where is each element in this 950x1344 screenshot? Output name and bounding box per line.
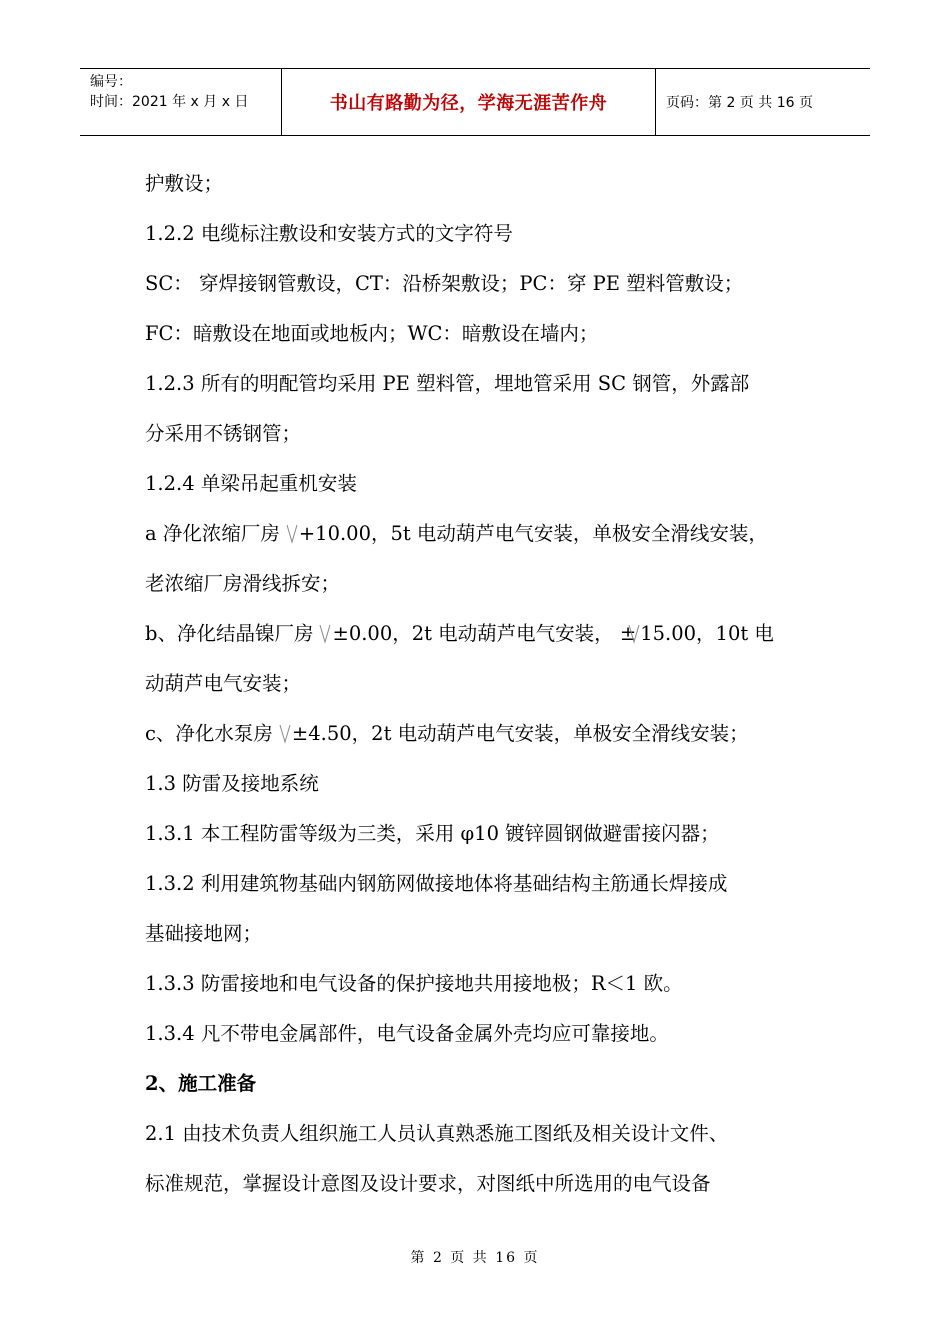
header-motto: 书山有路勤为径，学海无涯苦作舟 <box>329 93 608 114</box>
page-footer <box>0 1247 950 1267</box>
body-text: ±0.00，2t 电动葫芦电气安装， ± <box>332 622 637 645</box>
body-line <box>145 716 825 766</box>
section-heading-1-3: 1.3 防雷及接地系统 <box>145 772 319 795</box>
body-line: 基础接地网； <box>145 922 263 945</box>
elevation-marker-icon <box>628 622 640 644</box>
elevation-marker-icon <box>279 722 291 744</box>
body-text: 15.00，10t 电 <box>640 622 774 645</box>
body-text: b、净化结晶镍厂房 <box>145 622 314 645</box>
body-line: 1.2.3 所有的明配管均采用 PE 塑料管，埋地管采用 SC 钢管，外露部 <box>145 372 750 395</box>
body-line <box>145 616 825 666</box>
document-number-label: 编号： <box>90 74 132 90</box>
body-text: +10.00，5t 电动葫芦电气安装，单极安全滑线安装， <box>298 522 768 545</box>
section-heading-1-2-4: 1.2.4 单梁吊起重机安装 <box>145 472 357 495</box>
body-line: 2.1 由技术负责人组织施工人员认真熟悉施工图纸及相关设计文件、 <box>145 1122 729 1145</box>
section-heading-1-2-2: 1.2.2 电缆标注敷设和安装方式的文字符号 <box>145 222 513 245</box>
page-header <box>80 68 870 136</box>
body-line: 老浓缩厂房滑线拆安； <box>145 572 341 595</box>
body-line: SC： 穿焊接钢管敷设，CT：沿桥架敷设；PC：穿 PE 塑料管敷设； <box>145 272 744 295</box>
header-page-label: 页码：第 2 页 共 16 页 <box>666 95 813 111</box>
body-text: ±4.50，2t 电动葫芦电气安装，单极安全滑线安装； <box>291 722 749 745</box>
body-line: 1.3.4 凡不带电金属部件，电气设备金属外壳均应可靠接地。 <box>145 1022 669 1045</box>
body-line: 分采用不锈钢管； <box>145 422 302 445</box>
body-line: 标准规范，掌握设计意图及设计要求，对图纸中所选用的电气设备 <box>145 1172 711 1195</box>
footer-page-number: 第 2 页 共 16 页 <box>410 1250 540 1266</box>
elevation-marker-icon <box>319 622 331 644</box>
header-motto-cell <box>282 69 656 135</box>
body-line: 动葫芦电气安装； <box>145 672 302 695</box>
body-line: 护敷设； <box>145 172 224 195</box>
document-body <box>145 166 825 1216</box>
body-line: 1.3.1 本工程防雷等级为三类，采用 φ10 镀锌圆钢做避雷接闪器； <box>145 822 720 845</box>
body-line: 1.3.2 利用建筑物基础内钢筋网做接地体将基础结构主筋通长焊接成 <box>145 872 728 895</box>
body-line: FC：暗敷设在地面或地板内；WC：暗敷设在墙内； <box>145 322 599 345</box>
body-text: c、净化水泵房 <box>145 722 273 745</box>
header-info-cell <box>80 69 282 135</box>
document-time-label: 时间：2021 年 x 月 x 日 <box>90 94 249 110</box>
body-text: a 净化浓缩厂房 <box>145 522 280 545</box>
body-line <box>145 516 825 566</box>
elevation-marker-icon <box>286 522 298 544</box>
header-page-cell <box>656 69 870 135</box>
section-heading-2: 2、施工准备 <box>145 1072 257 1095</box>
body-line: 1.3.3 防雷接地和电气设备的保护接地共用接地极；R＜1 欧。 <box>145 972 683 995</box>
